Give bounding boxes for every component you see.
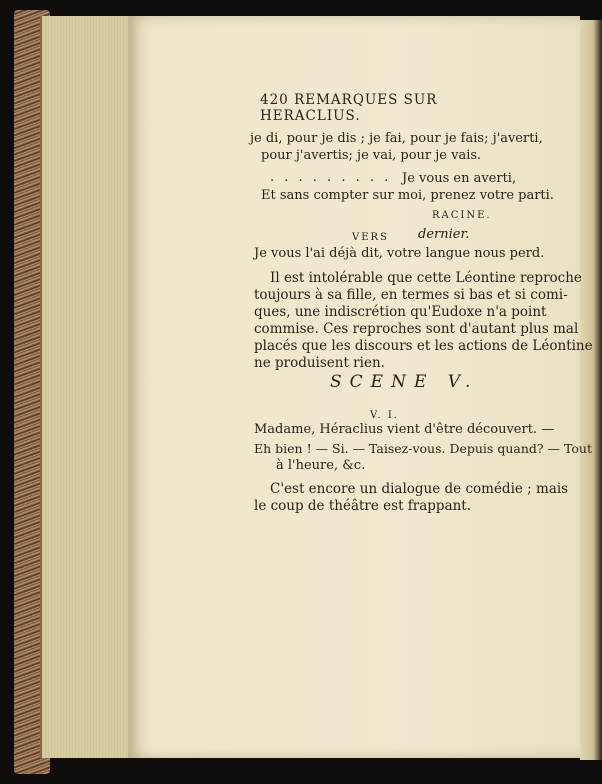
verse-line: à l'heure, &c. xyxy=(276,458,366,473)
verse-label: VERS xyxy=(352,232,389,243)
paragraph-line: commise. Ces reproches sont d'autant plus mal xyxy=(254,321,579,337)
verse-label-italic: dernier. xyxy=(418,227,470,242)
paragraph-line: C'est encore un dialogue de comédie ; mais xyxy=(270,481,569,497)
text-line: pour j'avertis; je vai, pour je vais. xyxy=(261,148,482,163)
ellipsis: . . . . . . . . . xyxy=(270,170,392,185)
attribution: RACINE. xyxy=(432,210,492,221)
text-line: Et sans compter sur moi, prenez votre parti. xyxy=(261,188,554,203)
paragraph-line: ne produisent rien. xyxy=(254,355,385,371)
paragraph-line: le coup de théâtre est frappant. xyxy=(254,498,472,514)
text-line: je di, pour je dis ; je fai, pour je fais; j'averti, xyxy=(250,131,543,146)
paragraph-line: toujours à sa fille, en termes si bas et si comi- xyxy=(254,287,568,303)
paragraph-line: ques, une indiscrétion qu'Eudoxe n'a point xyxy=(254,304,547,320)
verse-line: Madame, Héraclius vient d'être découvert. — xyxy=(254,422,555,437)
paragraph-line: placés que les discours et les actions de Léontine xyxy=(254,338,593,354)
running-title: REMARQUES SUR HERACLIUS. xyxy=(260,92,438,124)
text-line: Je vous l'ai déjà dit, votre langue nous perd. xyxy=(254,246,545,261)
verse-line: Eh bien ! — Si. — Taisez-vous. Depuis quand? — Tout xyxy=(254,441,592,456)
scene-heading: SCENE V. xyxy=(330,372,479,392)
text-line: Je vous en averti, xyxy=(402,171,517,186)
page-number: 420 xyxy=(260,92,289,108)
verse-reference: V. I. xyxy=(370,410,399,421)
paragraph-line: Il est intolérable que cette Léontine reproche xyxy=(270,270,582,286)
